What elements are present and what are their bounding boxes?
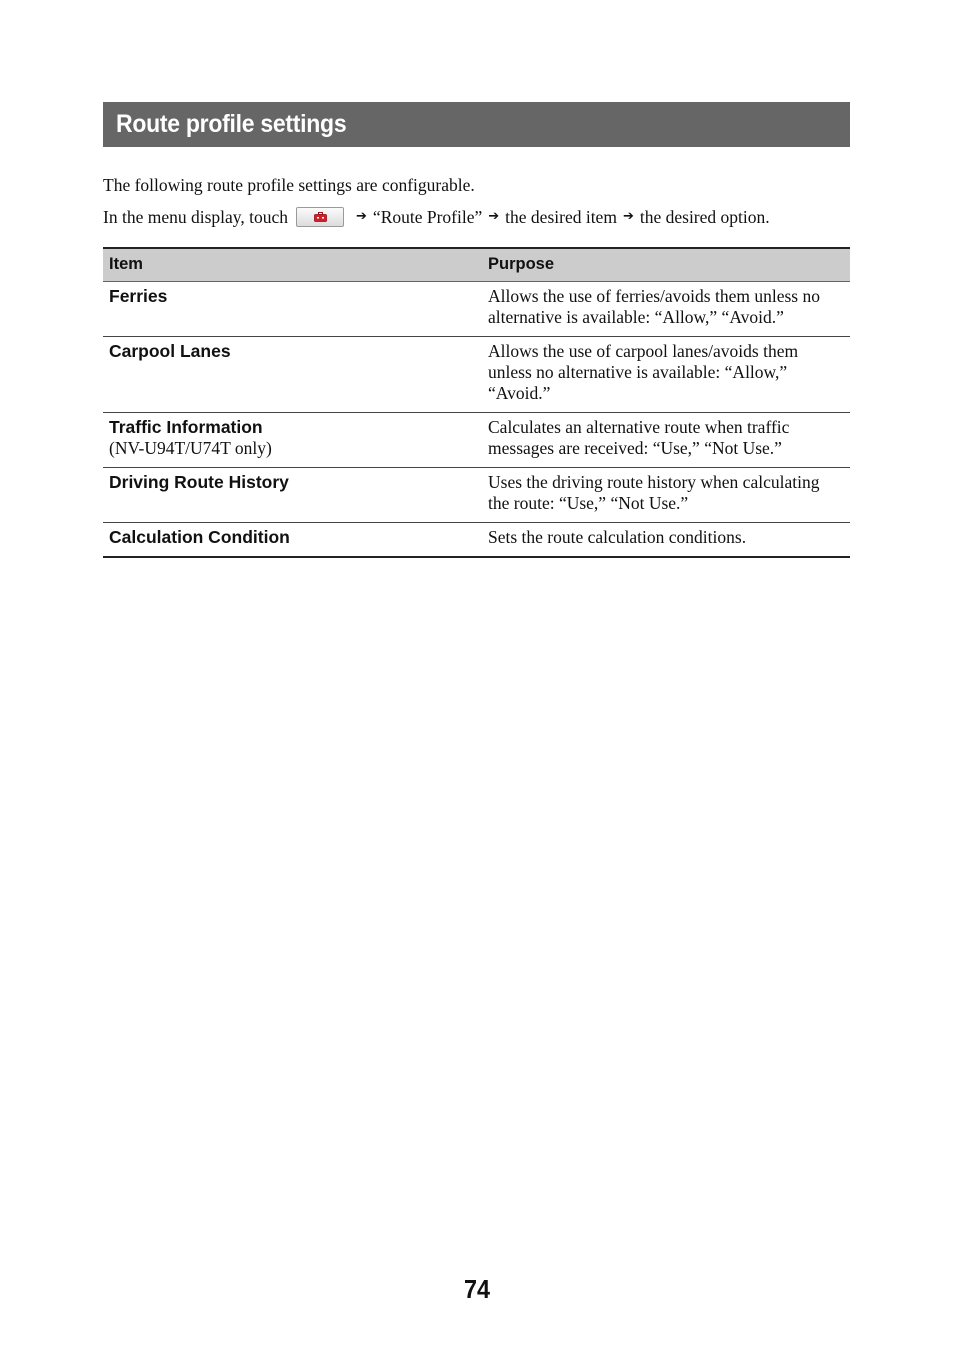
arrow-right-icon: ➔: [356, 209, 367, 224]
arrow-right-icon: ➔: [622, 209, 634, 224]
instruction-prefix: In the menu display, touch: [103, 207, 289, 227]
instruction-line: [103, 206, 770, 228]
page-title: Route profile settings: [116, 110, 347, 138]
table-header-row: [103, 248, 850, 281]
page-number: 74: [463, 1274, 491, 1304]
item-cell: [103, 467, 482, 522]
item-cell: [103, 522, 482, 557]
table-row: [103, 467, 850, 522]
item-model-note: (NV-U94T/U74T only): [109, 437, 272, 458]
menu-settings-button[interactable]: [296, 207, 344, 227]
item-cell: [103, 336, 482, 412]
purpose-cell: Calculates an alternative route when traffic messages are received: “Use,” “Not Use.”: [482, 412, 850, 467]
item-name: Traffic Information: [109, 416, 263, 437]
section-title-bar: [103, 102, 850, 147]
purpose-cell: Allows the use of ferries/avoids them unless no alternative is available: “Allow,” “Avoid.”: [482, 281, 850, 336]
item-name: Carpool Lanes: [109, 340, 231, 361]
item-name: Calculation Condition: [109, 526, 290, 547]
purpose-cell: Allows the use of carpool lanes/avoids them unless no alternative is available: “Allow,” “Avoid.”: [482, 336, 850, 412]
table-row: [103, 522, 850, 557]
instruction-step-option: the desired option.: [639, 207, 770, 227]
route-profile-table: [103, 247, 850, 558]
instruction-step-item: the desired item: [505, 207, 617, 227]
toolbox-icon: [314, 212, 327, 222]
item-name: Driving Route History: [109, 471, 289, 492]
column-header-purpose: Purpose: [482, 248, 850, 281]
table-row: [103, 412, 850, 467]
item-name: Ferries: [109, 285, 168, 306]
arrow-right-icon: ➔: [488, 209, 500, 224]
purpose-cell: Sets the route calculation conditions.: [482, 522, 850, 557]
purpose-cell: Uses the driving route history when calculating the route: “Use,” “Not Use.”: [482, 467, 850, 522]
column-header-item: Item: [103, 248, 482, 281]
item-cell: [103, 281, 482, 336]
instruction-step-route-profile: “Route Profile”: [372, 207, 483, 227]
table-row: [103, 336, 850, 412]
intro-text: The following route profile settings are configurable.: [103, 175, 475, 195]
table-row: [103, 281, 850, 336]
item-cell: [103, 412, 482, 467]
